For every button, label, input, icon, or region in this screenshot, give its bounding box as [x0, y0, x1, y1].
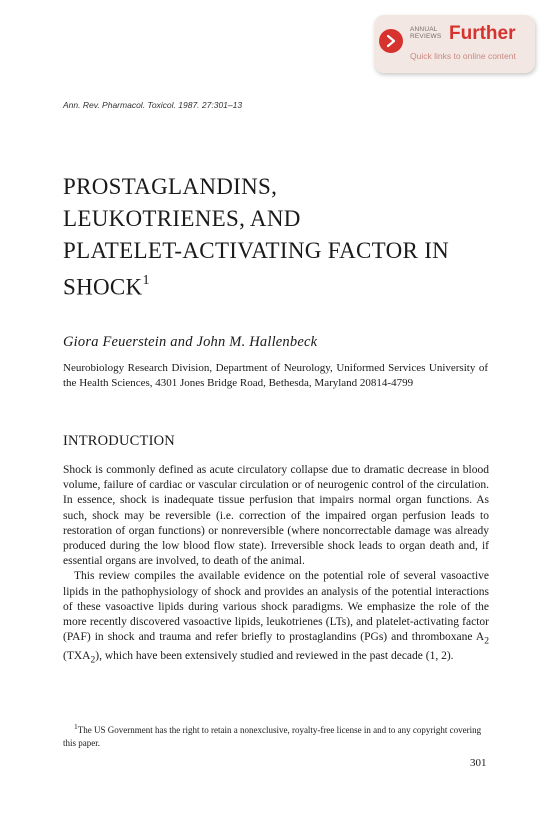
article-title	[63, 171, 503, 304]
title-line-2: LEUKOTRIENES, AND	[63, 206, 301, 231]
footnote-text: The US Government has the right to retain a nonexclusive, royalty-free license in and to any copyright covering this paper.	[63, 725, 482, 748]
further-title: Further	[449, 23, 516, 44]
page-number: 301	[470, 757, 487, 769]
affiliation: Neurobiology Research Division, Department of Neurology, Uniformed Services University of the Health Sciences, 4301 Jones Bridge Road, Bethesda, Maryland 20814-4799	[63, 362, 488, 389]
paragraph-2: This review compiles the available evidence on the potential role of several vasoactive lipids in the pathophysiology of shock and provides an analysis of the potential interactions of these vasoactive lipids during various shock paradigms. We emphasize the role of the more recently discovered vasoactive lipids, leukotrienes (LTs), and platelet-activating factor (PAF) in shock and trauma and refer briefly to prostaglandins (PGs) and thromboxane $A_2$ $(TXA_2)$, which have been extensively studied and reviewed in the past decade (1, 2).	[63, 570, 489, 666]
authors: Giora Feuerstein and John M. Hallenbeck	[63, 334, 318, 350]
arrow-right-icon	[379, 29, 403, 53]
further-badge[interactable]	[374, 15, 535, 73]
journal-citation: Ann. Rev. Pharmacol. Toxicol. 1987. 27:301–13	[63, 100, 243, 110]
footnote-mark: 1	[74, 722, 78, 731]
title-line-3: PLATELET-ACTIVATING FACTOR IN	[63, 238, 450, 263]
title-line-1: PROSTAGLANDINS,	[63, 174, 278, 199]
brand-line-1: ANNUAL	[410, 26, 438, 33]
annual-reviews-logo-text	[410, 26, 441, 40]
brand-line-2: REVIEWS	[410, 33, 442, 40]
title-line-4: SHOCK	[63, 274, 143, 300]
footnote	[63, 720, 490, 750]
body-text	[63, 463, 489, 667]
section-heading-introduction: INTRODUCTION	[63, 433, 175, 449]
paragraph-1: Shock is commonly defined as acute circulatory collapse due to dramatic decrease in blood volume, failure of cardiac or vascular circulation or of neurogenic control of the circulation. In essence, shock is inadequate tissue perfusion that impairs normal organ functions. As such, shock may be reversible (i.e. correction of the impaired organ perfusion leads to restoration of organ functions) or nonreversible (where noncorrectable damage was already produced during the low blood flow state). Irreversible shock leads to organ death and, if essential organs are involved, to death of the animal.	[63, 464, 489, 568]
title-footnote-mark[interactable]: 1	[142, 273, 150, 288]
quick-links-subtitle: Quick links to online content	[410, 51, 516, 61]
